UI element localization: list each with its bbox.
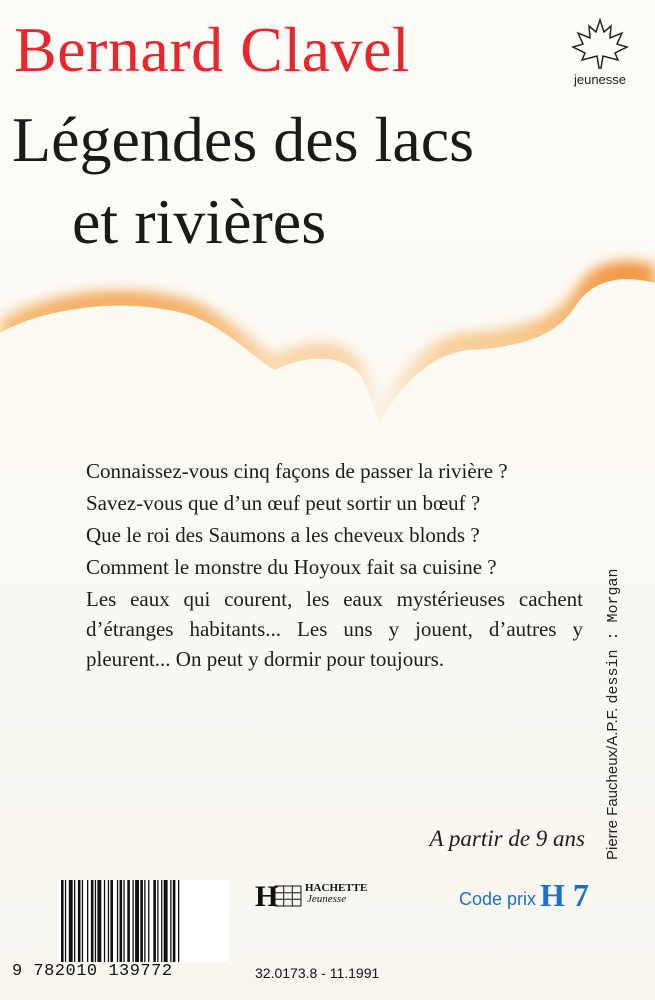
title-line-1: Légendes des lacs xyxy=(12,104,475,175)
barcode-bar xyxy=(91,880,94,962)
barcode-bar xyxy=(123,880,124,962)
publisher-imprint: Jeunesse xyxy=(307,893,347,905)
barcode-bar xyxy=(104,880,105,962)
barcode-bar xyxy=(97,880,101,962)
blurb-paragraph: Connaissez-vous cinq façons de passer la rivière ? xyxy=(86,459,508,483)
barcode-bar xyxy=(153,880,156,962)
code-prix-label: Code prix xyxy=(459,889,537,909)
barcode-bar xyxy=(78,880,81,962)
barcode-bar xyxy=(161,880,162,962)
barcode-bar xyxy=(74,880,75,962)
barcode-bar xyxy=(87,880,88,962)
hachette-h-icon xyxy=(255,880,303,910)
barcode-bar xyxy=(170,880,171,962)
barcode-bar xyxy=(144,880,145,962)
svg-text:H: H xyxy=(255,880,279,910)
reference-number: 32.0173.8 - 11.1991 xyxy=(255,965,380,981)
barcode-number: 9 782010 139772 xyxy=(12,962,173,981)
photo-credit: Pierre Faucheux/A.P.F. xyxy=(604,707,621,860)
illustration-credit xyxy=(604,540,626,860)
barcode-bar xyxy=(82,880,83,962)
logo-label: jeunesse xyxy=(573,72,627,87)
barcode-bar xyxy=(120,880,123,962)
blurb-paragraph: Les eaux qui courent, les eaux mystérieuses cachent d’étranges habitants... Les uns y jouent, d’autres y pleurent... On peut y dormir pour toujours. xyxy=(86,587,583,671)
barcode-bar xyxy=(95,880,96,962)
hachette-logo xyxy=(255,880,385,910)
barcode-bar xyxy=(173,880,176,962)
jeunesse-logo xyxy=(565,16,635,88)
barcode-bar xyxy=(127,880,130,962)
barcode-bar xyxy=(61,880,64,962)
publisher-name: HACHETTE xyxy=(305,882,368,894)
barcode-bar xyxy=(178,880,179,962)
barcode-bar xyxy=(117,880,118,962)
maple-leaf-icon xyxy=(565,16,635,72)
cloud-illustration xyxy=(0,225,655,465)
barcode-bar xyxy=(69,880,73,962)
drawing-credit: dessin : Morgan xyxy=(605,568,622,704)
blurb-text xyxy=(86,456,583,676)
barcode-bar xyxy=(148,880,149,962)
barcode-bar xyxy=(65,880,66,962)
barcode-bar xyxy=(133,880,134,962)
barcode-bar xyxy=(110,880,113,962)
barcode-bar xyxy=(108,880,109,962)
code-prix-value: H 7 xyxy=(540,877,589,913)
barcode-bar xyxy=(157,880,158,962)
barcode-bar xyxy=(140,880,143,962)
title-line-2: et rivières xyxy=(72,186,327,257)
barcode-bar xyxy=(135,880,139,962)
barcode xyxy=(57,880,229,962)
blurb-paragraph: Que le roi des Saumons a les cheveux blonds ? xyxy=(86,523,480,547)
author-name: Bernard Clavel xyxy=(14,14,411,85)
blurb-paragraph: Comment le monstre du Hoyoux fait sa cuisine ? xyxy=(86,555,497,579)
age-recommendation: A partir de 9 ans xyxy=(429,826,585,851)
barcode-bar xyxy=(164,880,168,962)
blurb-paragraph: Savez-vous que d’un œuf peut sortir un bœuf ? xyxy=(86,491,481,515)
